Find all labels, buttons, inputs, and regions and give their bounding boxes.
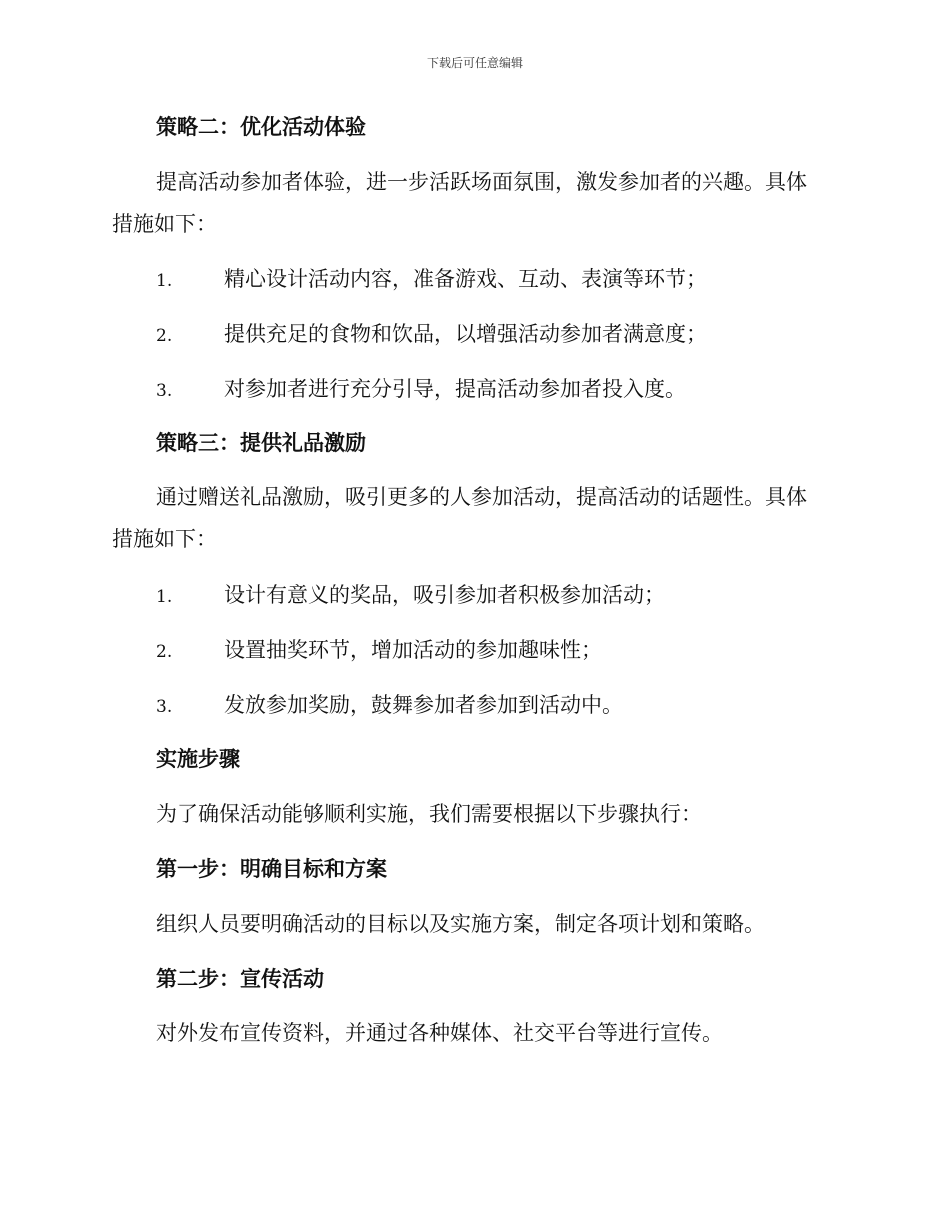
list-number: 2. <box>156 642 173 662</box>
list-number: 3. <box>156 697 173 717</box>
steps-heading: 实施步骤 <box>156 747 240 771</box>
step2-text: 对外发布宣传资料，并通过各种媒体、社交平台等进行宣传。 <box>156 1021 723 1045</box>
step1-text: 组织人员要明确活动的目标以及实施方案，制定各项计划和策略。 <box>156 912 765 936</box>
list-text: 提供充足的食物和饮品，以增强活动参加者满意度； <box>224 322 707 346</box>
strategy2-intro-line2: 措施如下： <box>112 212 217 236</box>
list-text: 设置抽奖环节，增加活动的参加趣味性； <box>224 638 602 662</box>
list-number: 3. <box>156 381 173 401</box>
list-text: 精心设计活动内容，准备游戏、互动、表演等环节； <box>224 267 707 291</box>
strategy3-intro-line2: 措施如下： <box>112 527 217 551</box>
list-number: 1. <box>156 587 173 607</box>
list-text: 设计有意义的奖品，吸引参加者积极参加活动； <box>224 583 665 607</box>
strategy2-heading: 策略二：优化活动体验 <box>156 115 366 139</box>
list-text: 发放参加奖励，鼓舞参加者参加到活动中。 <box>224 693 623 717</box>
strategy3-heading: 策略三：提供礼品激励 <box>156 431 366 455</box>
strategy3-intro-line1: 通过赠送礼品激励，吸引更多的人参加活动，提高活动的话题性。具体 <box>156 485 807 509</box>
strategy2-intro-line1: 提高活动参加者体验，进一步活跃场面氛围，激发参加者的兴趣。具体 <box>156 170 807 194</box>
steps-intro: 为了确保活动能够顺利实施，我们需要根据以下步骤执行： <box>156 802 702 826</box>
list-text: 对参加者进行充分引导，提高活动参加者投入度。 <box>224 377 686 401</box>
step2-heading: 第二步：宣传活动 <box>156 967 324 991</box>
list-number: 1. <box>156 271 173 291</box>
list-number: 2. <box>156 326 173 346</box>
page-header-note: 下载后可任意编辑 <box>426 56 523 70</box>
step1-heading: 第一步：明确目标和方案 <box>156 857 387 881</box>
